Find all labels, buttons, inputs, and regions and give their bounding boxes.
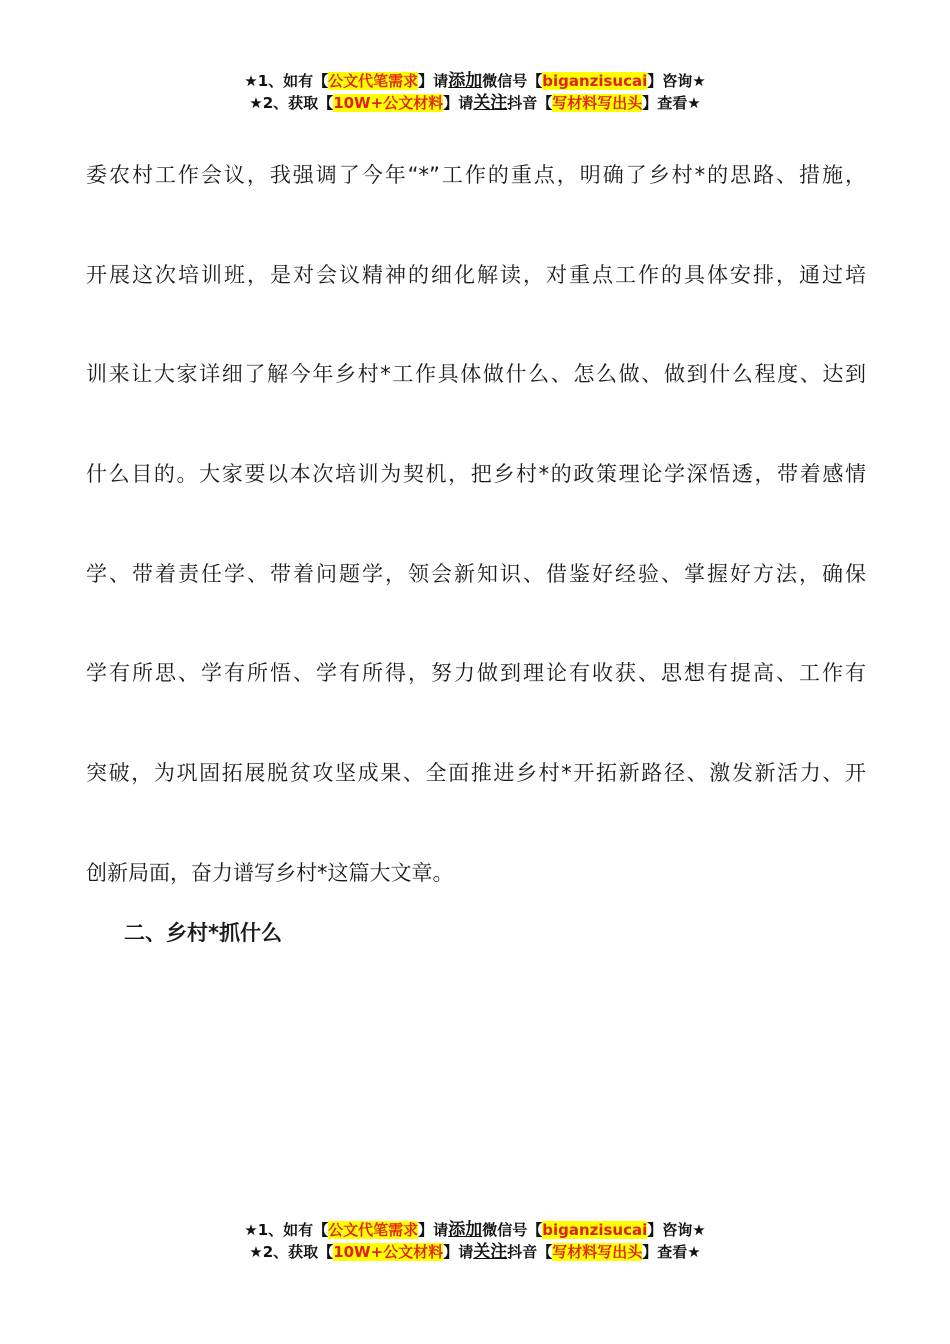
banner-text: 抖音【 [507, 94, 553, 112]
banner-line-2 [0, 92, 950, 114]
underlined-add: 添加 [448, 71, 483, 91]
paragraph-line: 什么目的。大家要以本次培训为契机，把乡村*的政策理论学深悟透，带着感情 [86, 462, 866, 487]
paragraph-line: 创新局面，奋力谱写乡村*这篇大文章。 [86, 860, 454, 885]
banner-text: ★2、获取【 [249, 1243, 334, 1261]
banner-text: ★1、如有【 [244, 72, 329, 90]
highlight-wechat-id: biganzisucai [542, 1221, 648, 1239]
highlight-wechat-id: biganzisucai [542, 72, 648, 90]
underlined-follow: 关注 [473, 1242, 508, 1262]
highlight-service: 公文代笔需求 [328, 72, 419, 90]
banner-line-1 [0, 1219, 950, 1241]
banner-text: 】咨询★ [647, 72, 706, 90]
banner-text: ★1、如有【 [244, 1221, 329, 1239]
section-heading: 二、乡村*抓什么 [124, 921, 282, 945]
paragraph-line: 训来让大家详细了解今年乡村*工作具体做什么、怎么做、做到什么程度、达到 [86, 362, 866, 387]
banner-text: 】请 [443, 94, 474, 112]
banner-text: 】请 [418, 1221, 449, 1239]
footer-banner [0, 1219, 950, 1263]
banner-text: 】请 [418, 72, 449, 90]
banner-text: 】请 [443, 1243, 474, 1261]
banner-text: 微信号【 [482, 72, 543, 90]
document-body [86, 126, 866, 924]
highlight-service: 公文代笔需求 [328, 1221, 419, 1239]
paragraph-line: 学有所思、学有所悟、学有所得，努力做到理论有收获、思想有提高、工作有 [86, 661, 866, 686]
banner-text: 抖音【 [507, 1243, 553, 1261]
banner-line-1 [0, 70, 950, 92]
paragraph-line: 委农村工作会议，我强调了今年“*”工作的重点，明确了乡村*的思路、措施， [86, 163, 866, 187]
banner-text: 】查看★ [642, 94, 701, 112]
banner-text: 微信号【 [482, 1221, 543, 1239]
highlight-materials: 10W+公文材料 [333, 1243, 444, 1261]
highlight-douyin: 写材料写出头 [552, 94, 643, 112]
header-banner [0, 70, 950, 114]
underlined-add: 添加 [448, 1220, 483, 1240]
banner-text: 】咨询★ [647, 1221, 706, 1239]
banner-text: 】查看★ [642, 1243, 701, 1261]
banner-text: ★2、获取【 [249, 94, 334, 112]
highlight-douyin: 写材料写出头 [552, 1243, 643, 1261]
paragraph-line: 学、带着责任学、带着问题学，领会新知识、借鉴好经验、掌握好方法，确保 [86, 561, 866, 586]
paragraph-line: 开展这次培训班，是对会议精神的细化解读，对重点工作的具体安排，通过培 [86, 262, 866, 287]
paragraph-line: 突破，为巩固拓展脱贫攻坚成果、全面推进乡村*开拓新路径、激发新活力、开 [86, 761, 866, 786]
banner-line-2 [0, 1241, 950, 1263]
underlined-follow: 关注 [473, 93, 508, 113]
highlight-materials: 10W+公文材料 [333, 94, 444, 112]
